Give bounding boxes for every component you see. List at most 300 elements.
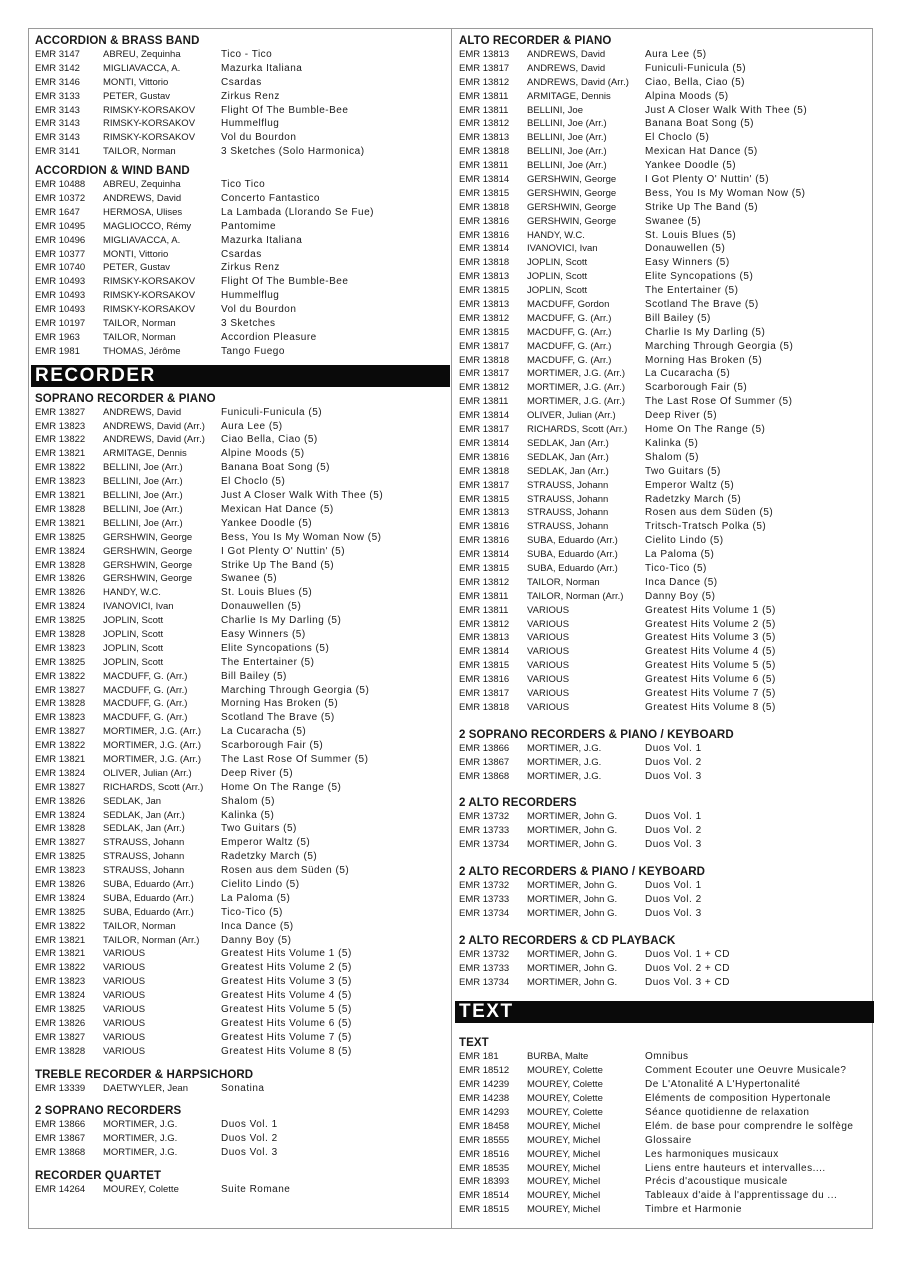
catalog-entry <box>459 395 869 409</box>
catalog-entry <box>459 604 869 618</box>
catalog-number: EMR 13827 <box>35 406 86 418</box>
catalog-number: EMR 14239 <box>459 1079 510 1091</box>
catalog-number: EMR 13823 <box>35 712 86 724</box>
catalog-number: EMR 13339 <box>35 1082 86 1094</box>
work-title: La Lambada (Llorando Se Fue) <box>221 206 374 218</box>
work-title: Csardas <box>221 76 262 88</box>
catalog-number: EMR 13815 <box>459 285 510 297</box>
composer-name: VARIOUS <box>527 632 570 644</box>
catalog-entry <box>35 1183 445 1197</box>
composer-name: BELLINI, Joe (Arr.) <box>103 503 183 515</box>
catalog-entry <box>459 1050 869 1064</box>
catalog-number: EMR 13818 <box>459 465 510 477</box>
catalog-entry <box>35 684 445 698</box>
work-title: Duos Vol. 2 <box>645 893 702 905</box>
work-title: Inca Dance (5) <box>645 576 718 588</box>
catalog-entry <box>459 437 869 451</box>
composer-name: VARIOUS <box>527 701 570 713</box>
catalog-entry <box>35 795 445 809</box>
work-title: Greatest Hits Volume 7 (5) <box>221 1031 352 1043</box>
work-title: Emperor Waltz (5) <box>645 479 735 491</box>
composer-name: ANDREWS, David (Arr.) <box>103 434 205 446</box>
catalog-entry <box>459 409 869 423</box>
catalog-number: EMR 18535 <box>459 1162 510 1174</box>
catalog-entry <box>35 906 445 920</box>
work-title: Alpina Moods (5) <box>645 90 729 102</box>
catalog-number: EMR 13827 <box>35 1031 86 1043</box>
composer-name: ANDREWS, David (Arr.) <box>103 420 205 432</box>
work-title: I Got Plenty O' Nuttin' (5) <box>645 174 770 186</box>
composer-name: MOUREY, Michel <box>527 1134 601 1146</box>
composer-name: MORTIMER, J.G. <box>527 742 602 754</box>
catalog-entry <box>459 270 869 284</box>
composer-name: RIMSKY-KORSAKOV <box>103 118 196 130</box>
catalog-number: EMR 13828 <box>35 823 86 835</box>
catalog-entry <box>459 354 869 368</box>
section-heading: 2 ALTO RECORDERS <box>459 797 577 810</box>
work-title: The Entertainer (5) <box>221 656 315 668</box>
composer-name: MORTIMER, John G. <box>527 907 618 919</box>
work-title: Hummelflug <box>221 290 280 302</box>
work-title: Greatest Hits Volume 3 (5) <box>221 976 352 988</box>
composer-name: MORTIMER, J.G. (Arr.) <box>527 396 625 408</box>
work-title: Mexican Hat Dance (5) <box>221 503 334 515</box>
work-title: Tico-Tico (5) <box>645 562 707 574</box>
catalog-entry <box>35 220 445 234</box>
work-title: St. Louis Blues (5) <box>221 587 313 599</box>
catalog-number: EMR 13867 <box>35 1133 86 1145</box>
catalog-entry <box>459 838 869 852</box>
composer-name: MAGLIOCCO, Rémy <box>103 220 192 232</box>
work-title: Tico Tico <box>221 179 266 191</box>
catalog-number: EMR 13811 <box>459 604 509 616</box>
composer-name: TAILOR, Norman <box>103 318 176 330</box>
catalog-entry <box>35 934 445 948</box>
catalog-number: EMR 13816 <box>459 451 510 463</box>
work-title: Accordion Pleasure <box>221 331 317 343</box>
composer-name: THOMAS, Jérôme <box>103 345 181 357</box>
work-title: Aura Lee (5) <box>221 420 283 432</box>
catalog-entry <box>459 893 869 907</box>
catalog-entry <box>35 206 445 220</box>
work-title: Comment Ecouter une Oeuvre Musicale? <box>645 1065 847 1077</box>
composer-name: MORTIMER, John G. <box>527 811 618 823</box>
work-title: Suite Romane <box>221 1184 291 1196</box>
work-title: La Paloma (5) <box>645 549 715 561</box>
work-title: Csardas <box>221 248 262 260</box>
catalog-entry <box>35 822 445 836</box>
catalog-entry <box>35 878 445 892</box>
work-title: Banana Boat Song (5) <box>221 462 330 474</box>
section-soprano-recorder-piano <box>35 393 445 1059</box>
catalog-entry <box>35 261 445 275</box>
work-title: Duos Vol. 1 <box>221 1119 278 1131</box>
catalog-number: EMR 13814 <box>459 437 510 449</box>
work-title: Bess, You Is My Woman Now (5) <box>221 531 382 543</box>
catalog-number: EMR 13814 <box>459 410 510 422</box>
catalog-entry <box>459 562 869 576</box>
catalog-entry <box>459 451 869 465</box>
composer-name: ANDREWS, David <box>527 49 606 60</box>
composer-name: MORTIMER, John G. <box>527 962 618 974</box>
work-title: Duos Vol. 1 + CD <box>645 948 730 960</box>
catalog-entry <box>35 781 445 795</box>
catalog-entry <box>459 770 869 784</box>
composer-name: SUBA, Eduardo (Arr.) <box>527 562 618 574</box>
catalog-entry <box>35 1045 445 1059</box>
catalog-number: EMR 13817 <box>459 340 510 352</box>
composer-name: JOPLIN, Scott <box>103 628 164 640</box>
banner-recorder: RECORDER <box>31 365 450 387</box>
catalog-number: EMR 13733 <box>459 825 510 837</box>
catalog-number: EMR 13868 <box>35 1147 86 1159</box>
catalog-number: EMR 13818 <box>459 146 510 158</box>
work-title: Easy Winners (5) <box>645 257 730 269</box>
section-heading: 2 SOPRANO RECORDERS & PIANO / KEYBOARD <box>459 728 734 741</box>
catalog-number: EMR 18393 <box>459 1176 510 1188</box>
work-title: Greatest Hits Volume 8 (5) <box>645 701 776 713</box>
catalog-number: EMR 13732 <box>459 948 510 960</box>
catalog-number: EMR 13817 <box>459 479 510 491</box>
column-divider <box>451 29 452 1228</box>
composer-name: MACDUFF, G. (Arr.) <box>527 326 612 338</box>
work-title: The Entertainer (5) <box>645 285 739 297</box>
catalog-entry <box>459 879 869 893</box>
work-title: Duos Vol. 2 <box>645 756 702 768</box>
composer-name: MOUREY, Michel <box>527 1204 601 1216</box>
composer-name: MIGLIAVACCA, A. <box>103 234 181 246</box>
catalog-entry <box>459 1106 869 1120</box>
section-heading: 2 ALTO RECORDERS & PIANO / KEYBOARD <box>459 866 706 879</box>
composer-name: MORTIMER, J.G. <box>103 1133 178 1145</box>
work-title: 3 Sketches <box>221 318 276 330</box>
work-title: La Cucaracha (5) <box>221 726 307 738</box>
catalog-number: EMR 13828 <box>35 698 86 710</box>
catalog-number: EMR 13827 <box>35 781 86 793</box>
work-title: Emperor Waltz (5) <box>221 837 311 849</box>
composer-name: MOUREY, Colette <box>103 1184 179 1196</box>
catalog-entry <box>35 559 445 573</box>
catalog-entry <box>35 1031 445 1045</box>
composer-name: VARIOUS <box>103 948 146 960</box>
catalog-entry <box>35 461 445 475</box>
work-title: Bill Bailey (5) <box>645 312 711 324</box>
catalog-number: EMR 13825 <box>35 851 86 863</box>
composer-name: VARIOUS <box>527 674 570 686</box>
work-title: Rosen aus dem Süden (5) <box>645 507 774 519</box>
composer-name: VARIOUS <box>103 990 146 1002</box>
catalog-number: EMR 10197 <box>35 318 86 330</box>
catalog-number: EMR 13817 <box>459 687 510 699</box>
catalog-number: EMR 13866 <box>459 742 510 754</box>
work-title: Duos Vol. 3 <box>645 839 702 851</box>
work-title: Greatest Hits Volume 3 (5) <box>645 632 776 644</box>
work-title: Strike Up The Band (5) <box>645 201 759 213</box>
catalog-number: EMR 1963 <box>35 331 80 343</box>
catalog-number: EMR 13827 <box>35 726 86 738</box>
catalog-number: EMR 14238 <box>459 1093 510 1105</box>
catalog-number: EMR 13822 <box>35 670 86 682</box>
catalog-number: EMR 13821 <box>35 934 86 946</box>
catalog-entry <box>35 545 445 559</box>
composer-name: VARIOUS <box>103 962 146 974</box>
work-title: Two Guitars (5) <box>645 465 721 477</box>
catalog-entry <box>35 767 445 781</box>
composer-name: VARIOUS <box>527 646 570 658</box>
catalog-entry <box>459 284 869 298</box>
composer-name: SEDLAK, Jan <box>103 795 162 807</box>
composer-name: BELLINI, Joe <box>527 104 583 116</box>
composer-name: TAILOR, Norman <box>103 146 176 158</box>
catalog-number: EMR 13812 <box>459 312 510 324</box>
catalog-entry <box>459 1120 869 1134</box>
work-title: Strike Up The Band (5) <box>221 559 335 571</box>
catalog-number: EMR 10488 <box>35 179 86 191</box>
composer-name: MORTIMER, John G. <box>527 880 618 892</box>
composer-name: RIMSKY-KORSAKOV <box>103 290 196 302</box>
catalog-number: EMR 13826 <box>35 795 86 807</box>
section-heading: RECORDER QUARTET <box>35 1170 162 1183</box>
catalog-number: EMR 18516 <box>459 1148 510 1160</box>
catalog-number: EMR 13816 <box>459 215 510 227</box>
work-title: Les harmoniques musicaux <box>645 1148 779 1160</box>
composer-name: BELLINI, Joe (Arr.) <box>103 490 183 502</box>
work-title: Elite Syncopations (5) <box>645 271 754 283</box>
composer-name: MORTIMER, J.G. <box>527 770 602 782</box>
section-2-soprano-recorders <box>35 1105 445 1160</box>
catalog-number: EMR 13813 <box>459 132 510 144</box>
catalog-number: EMR 18555 <box>459 1134 510 1146</box>
catalog-number: EMR 13814 <box>459 646 510 658</box>
catalog-number: EMR 13816 <box>459 674 510 686</box>
catalog-entry <box>35 1146 445 1160</box>
work-title: Mazurka Italiana <box>221 62 303 74</box>
catalog-entry <box>459 493 869 507</box>
catalog-number: EMR 13817 <box>459 424 510 436</box>
catalog-number: EMR 13824 <box>35 545 86 557</box>
composer-name: MONTI, Vittorio <box>103 248 169 260</box>
catalog-page <box>28 28 873 1229</box>
catalog-entry <box>459 215 869 229</box>
section-2-soprano-recorders-keyboard <box>459 729 869 784</box>
catalog-entry <box>35 572 445 586</box>
composer-name: JOPLIN, Scott <box>527 257 588 269</box>
work-title: Swanee (5) <box>221 573 278 585</box>
catalog-number: EMR 13816 <box>459 229 510 241</box>
catalog-entry <box>459 381 869 395</box>
catalog-entry <box>35 642 445 656</box>
catalog-entry <box>35 62 445 76</box>
catalog-number: EMR 13822 <box>35 740 86 752</box>
catalog-entry <box>459 117 869 131</box>
catalog-entry <box>459 187 869 201</box>
catalog-entry <box>35 131 445 145</box>
composer-name: RIMSKY-KORSAKOV <box>103 304 196 316</box>
catalog-number: EMR 13824 <box>35 892 86 904</box>
work-title: Charlie Is My Darling (5) <box>645 326 766 338</box>
composer-name: ABREU, Zequinha <box>103 179 181 191</box>
work-title: Duos Vol. 2 + CD <box>645 962 730 974</box>
catalog-entry <box>459 479 869 493</box>
work-title: Liens entre hauteurs et intervalles.... <box>645 1162 826 1174</box>
composer-name: MACDUFF, G. (Arr.) <box>527 340 612 352</box>
work-title: Two Guitars (5) <box>221 823 297 835</box>
work-title: Tico - Tico <box>221 49 273 60</box>
work-title: Greatest Hits Volume 8 (5) <box>221 1045 352 1057</box>
composer-name: ARMITAGE, Dennis <box>103 448 187 460</box>
composer-name: PETER, Gustav <box>103 90 171 102</box>
work-title: I Got Plenty O' Nuttin' (5) <box>221 545 346 557</box>
catalog-number: EMR 13812 <box>459 382 510 394</box>
work-title: Tango Fuego <box>221 345 285 357</box>
work-title: Séance quotidienne de relaxation <box>645 1107 810 1118</box>
catalog-number: EMR 13868 <box>459 770 510 782</box>
work-title: Easy Winners (5) <box>221 628 306 640</box>
composer-name: JOPLIN, Scott <box>103 615 164 627</box>
catalog-number: EMR 13824 <box>35 601 86 613</box>
catalog-entry <box>35 739 445 753</box>
catalog-entry <box>459 1134 869 1148</box>
composer-name: TAILOR, Norman <box>103 920 176 932</box>
catalog-number: EMR 13815 <box>459 660 510 672</box>
work-title: Funiculi-Funicula (5) <box>645 62 747 74</box>
section-heading: 2 ALTO RECORDERS & CD PLAYBACK <box>459 934 676 947</box>
work-title: Elém. de base pour comprendre le solfège <box>645 1120 854 1132</box>
work-title: Tico-Tico (5) <box>221 906 283 918</box>
catalog-entry <box>35 145 445 159</box>
section-2-alto-recorders <box>459 797 869 852</box>
catalog-number: EMR 13825 <box>35 531 86 543</box>
work-title: Donauwellen (5) <box>221 601 302 613</box>
composer-name: TAILOR, Norman <box>527 576 600 588</box>
catalog-entry <box>35 892 445 906</box>
composer-name: BELLINI, Joe (Arr.) <box>527 146 607 158</box>
catalog-entry <box>35 600 445 614</box>
catalog-entry <box>35 90 445 104</box>
catalog-number: EMR 18515 <box>459 1204 510 1216</box>
composer-name: JOPLIN, Scott <box>527 271 588 283</box>
work-title: Sonatina <box>221 1082 265 1094</box>
catalog-entry <box>35 1118 445 1132</box>
work-title: Flight Of The Bumble-Bee <box>221 104 349 116</box>
composer-name: ANDREWS, David (Arr.) <box>527 76 629 88</box>
work-title: Greatest Hits Volume 7 (5) <box>645 687 776 699</box>
catalog-entry <box>35 961 445 975</box>
catalog-entry <box>35 433 445 447</box>
catalog-entry <box>35 586 445 600</box>
composer-name: RICHARDS, Scott (Arr.) <box>103 781 204 793</box>
catalog-entry <box>35 989 445 1003</box>
catalog-entry <box>35 234 445 248</box>
catalog-entry <box>35 656 445 670</box>
work-title: Tritsch-Tratsch Polka (5) <box>645 521 767 533</box>
composer-name: MACDUFF, G. (Arr.) <box>527 354 612 366</box>
catalog-entry <box>459 576 869 590</box>
catalog-number: EMR 10377 <box>35 248 86 260</box>
composer-name: MACDUFF, G. (Arr.) <box>103 712 188 724</box>
catalog-number: EMR 10493 <box>35 276 86 288</box>
catalog-entry <box>459 76 869 90</box>
composer-name: SUBA, Eduardo (Arr.) <box>103 906 194 918</box>
work-title: Greatest Hits Volume 5 (5) <box>221 1004 352 1015</box>
catalog-number: EMR 13817 <box>459 368 510 380</box>
right-column <box>459 35 869 1217</box>
work-title: The Last Rose Of Summer (5) <box>645 396 793 408</box>
composer-name: MOUREY, Michel <box>527 1120 601 1132</box>
work-title: Morning Has Broken (5) <box>645 354 763 366</box>
catalog-number: EMR 13818 <box>459 701 510 713</box>
catalog-number: EMR 13823 <box>35 642 86 654</box>
left-column <box>35 35 445 1197</box>
catalog-entry <box>35 248 445 262</box>
work-title: Greatest Hits Volume 6 (5) <box>221 1017 352 1029</box>
section-2-alto-recorders-cd <box>459 935 869 990</box>
composer-name: BELLINI, Joe (Arr.) <box>527 118 607 130</box>
work-title: De L'Atonalité A L'Hypertonalité <box>645 1079 801 1091</box>
composer-name: MACDUFF, G. (Arr.) <box>103 684 188 696</box>
catalog-entry <box>35 920 445 934</box>
composer-name: VARIOUS <box>103 1017 146 1029</box>
catalog-number: EMR 3143 <box>35 118 80 130</box>
section-heading: ACCORDION & WIND BAND <box>35 165 190 178</box>
catalog-number: EMR 18458 <box>459 1120 510 1132</box>
catalog-entry <box>459 687 869 701</box>
catalog-entry <box>35 836 445 850</box>
composer-name: JOPLIN, Scott <box>103 656 164 668</box>
catalog-entry <box>35 331 445 345</box>
composer-name: MORTIMER, John G. <box>527 825 618 837</box>
work-title: Timbre et Harmonie <box>645 1204 742 1216</box>
catalog-number: EMR 13733 <box>459 893 510 905</box>
catalog-entry <box>459 976 869 990</box>
section-heading: TEXT <box>459 1037 489 1050</box>
composer-name: VARIOUS <box>103 1031 146 1043</box>
work-title: Vol du Bourdon <box>221 132 297 144</box>
work-title: Mexican Hat Dance (5) <box>645 146 758 158</box>
work-title: Duos Vol. 2 <box>221 1133 278 1145</box>
work-title: Yankee Doodle (5) <box>645 160 737 172</box>
catalog-entry <box>459 1148 869 1162</box>
catalog-number: EMR 13815 <box>459 326 510 338</box>
composer-name: ANDREWS, David <box>103 406 182 418</box>
catalog-number: EMR 13866 <box>35 1119 86 1131</box>
catalog-number: EMR 3143 <box>35 104 80 116</box>
section-heading: SOPRANO RECORDER & PIANO <box>35 392 216 405</box>
catalog-number: EMR 13814 <box>459 549 510 561</box>
catalog-entry <box>459 326 869 340</box>
composer-name: GERSHWIN, George <box>103 545 193 557</box>
section-heading: ACCORDION & BRASS BAND <box>35 35 200 47</box>
composer-name: MOUREY, Michel <box>527 1148 601 1160</box>
catalog-number: EMR 13824 <box>35 990 86 1002</box>
composer-name: MORTIMER, John G. <box>527 893 618 905</box>
section-heading: TREBLE RECORDER & HARPSICHORD <box>35 1068 254 1081</box>
catalog-entry <box>35 48 445 62</box>
catalog-entry <box>459 824 869 838</box>
composer-name: HANDY, W.C. <box>527 229 585 241</box>
work-title: Shalom (5) <box>221 795 275 807</box>
composer-name: SUBA, Eduardo (Arr.) <box>103 878 194 890</box>
composer-name: MONTI, Vittorio <box>103 76 169 88</box>
composer-name: HANDY, W.C. <box>103 587 161 599</box>
catalog-number: EMR 13814 <box>459 174 510 186</box>
composer-name: BELLINI, Joe (Arr.) <box>103 462 183 474</box>
composer-name: MORTIMER, J.G. (Arr.) <box>527 368 625 380</box>
catalog-entry <box>35 697 445 711</box>
composer-name: SEDLAK, Jan (Arr.) <box>527 451 609 463</box>
work-title: Greatest Hits Volume 4 (5) <box>221 990 352 1002</box>
catalog-number: EMR 13826 <box>35 1017 86 1029</box>
